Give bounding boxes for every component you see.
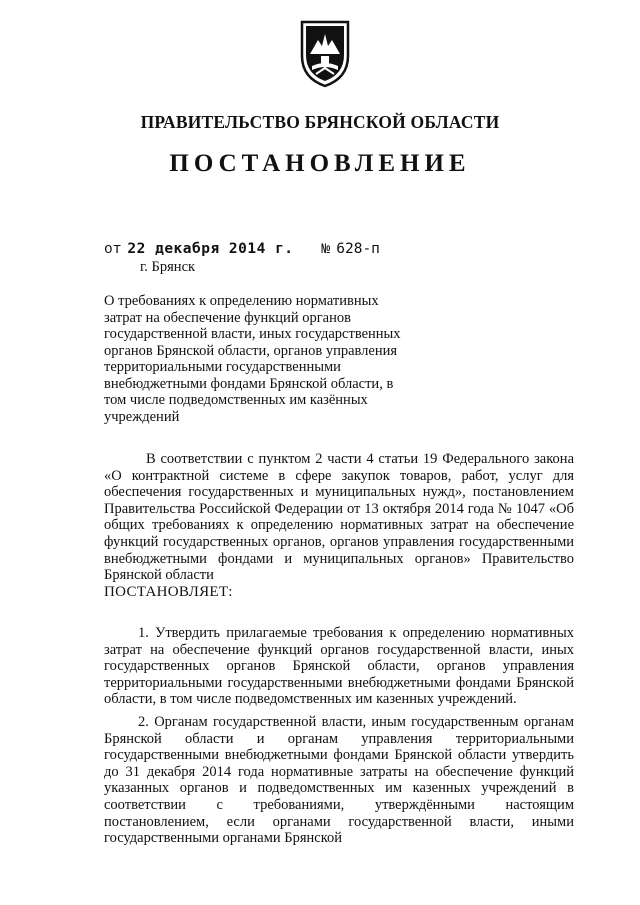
resolution-item-1: 1. Утвердить прилагаемые требования к определению нормативных затрат на обеспечение функций органов государственной власти, иных государственных органов Брянской области, органов управления территориальными государственными внебюджетными фондами Брянской области, в том числе подведомственных им казенных учреждений. xyxy=(104,625,574,708)
document-preamble xyxy=(104,451,574,600)
document-subject: О требованиях к определению нормативных затрат на обеспечение функций органов государственной власти, иных государственных органов Брянской области, органов управления территориальными государственными внебюджетными фондами Брянской области, в том числе подведомственных им казённых учреждений xyxy=(104,293,401,425)
resolve-keyword: ПОСТАНОВЛЯЕТ: xyxy=(104,583,233,600)
number-prefix: № xyxy=(321,242,331,258)
document-city: г. Брянск xyxy=(140,259,196,275)
date-prefix: от xyxy=(104,242,122,258)
date-number-line xyxy=(104,241,380,258)
government-title: ПРАВИТЕЛЬСТВО БРЯНСКОЙ ОБЛАСТИ xyxy=(140,112,500,132)
coat-of-arms-icon xyxy=(298,16,352,88)
document-type-heading: ПОСТАНОВЛЕНИЕ xyxy=(169,150,471,177)
preamble-text: В соответствии с пунктом 2 части 4 статьи 19 Федерального закона «О контрактной системе в сфере закупок товаров, работ, услуг для обеспечения государственных и муниципальных нужд», постановлением Правительства Российской Федерации от 13 октября 2014 года № 1047 «Об общих требованиях к определению нормативных затрат на обеспечение функций государственных органов, органов управления государственными внебюджетными фондами и муниципальных органов» Правительство Брянской области xyxy=(104,451,574,584)
resolution-item-2: 2. Органам государственной власти, иным государственным органам Брянской области и органам управления территориальными государственными внебюджетными фондами Брянской области утвердить до 31 декабря 2014 года нормативные затраты на обеспечение функций указанных органов и подведомственных им казенных учреждений в соответствии с требованиями, утверждёнными настоящим постановлением, если органами государственной власти, иными государственными органами Брянской xyxy=(104,713,574,847)
resolution-items xyxy=(104,625,574,853)
document-number: 628-п xyxy=(336,241,380,257)
document-date: 22 декабря 2014 г. xyxy=(127,241,294,257)
